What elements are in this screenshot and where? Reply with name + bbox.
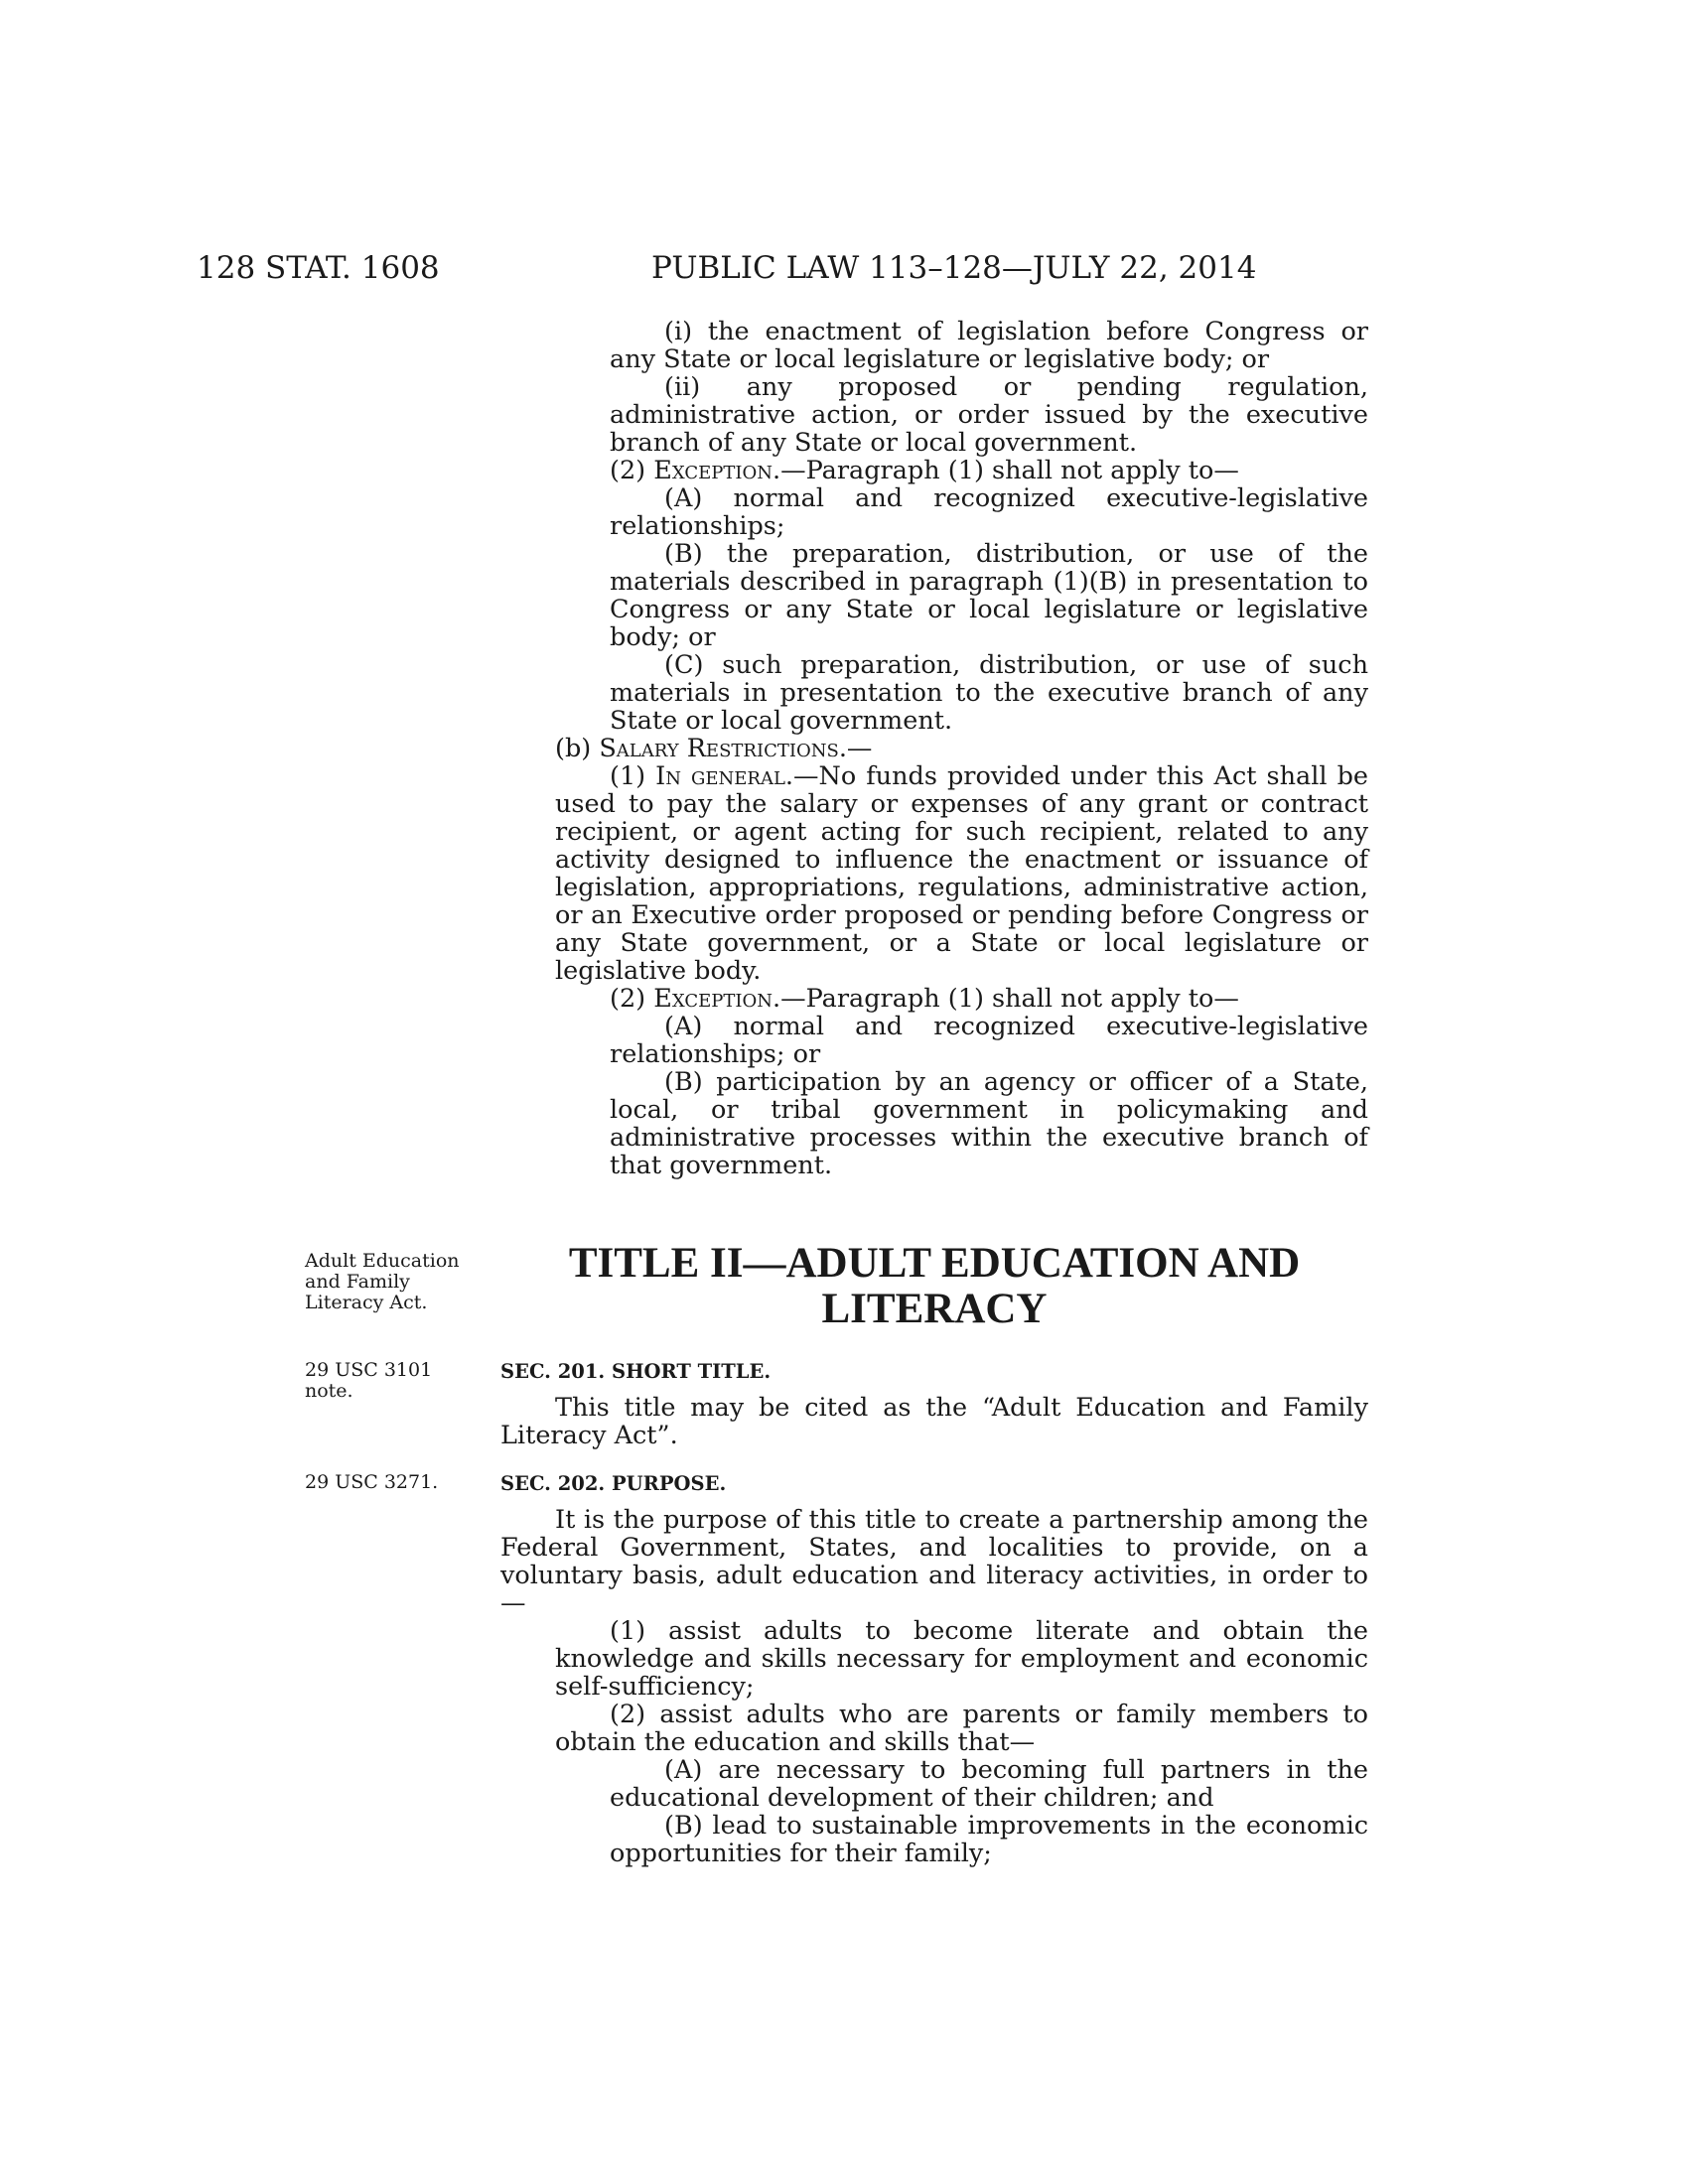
subparagraph-b: (B) the preparation, distribution, or use of the materials described in paragraph (1)(B) in presentation to Congress or any State or local legislature or legislative body; or bbox=[610, 539, 1368, 652]
subparagraph-c: (C) such preparation, distribution, or use of such materials in presentation to the executive branch of any State or local government. bbox=[610, 650, 1368, 736]
purpose-item-2: (2) assist adults who are parents or family members to obtain the education and skills that— bbox=[555, 1700, 1368, 1757]
title-line-1: TITLE II—ADULT EDUCATION AND bbox=[568, 1240, 1301, 1287]
lobbying-restrictions-block bbox=[500, 318, 1368, 1179]
section-201 bbox=[500, 1358, 1368, 1449]
public-law-header: PUBLIC LAW 113–128—JULY 22, 2014 bbox=[651, 250, 1257, 286]
margin-note-act-name: Adult Education and Family Literacy Act. bbox=[305, 1250, 460, 1313]
section-201-text: This title may be cited as the “Adult Education and Family Literacy Act”. bbox=[500, 1393, 1368, 1450]
paragraph-1-in-general: (1) In general.—No funds provided under this Act shall be used to pay the salary or expenses of any grant or contract recipient, or agent acting for such recipient, related to any activity designed to influence the enactment or issuance of legislation, appropriations, regulations, administrative action, or an Executive order proposed or pending before Congress or any State government, or a State or local legislature or legislative body. bbox=[555, 761, 1368, 986]
clause-ii: (ii) any proposed or pending regulation, administrative action, or order issued by the executive branch of any State or local government. bbox=[610, 372, 1368, 458]
subparagraph-b-b: (B) participation by an agency or officer of a State, local, or tribal government in policymaking and administrative processes within the executive branch of that government. bbox=[610, 1067, 1368, 1180]
purpose-item-2b: (B) lead to sustainable improvements in the economic opportunities for their family; bbox=[610, 1811, 1368, 1868]
subparagraph-a: (A) normal and recognized executive-legislative relationships; bbox=[610, 483, 1368, 541]
section-202-intro: It is the purpose of this title to create a partnership among the Federal Government, States, and localities to provide, on a voluntary basis, adult education and literacy activities, in order to— bbox=[500, 1505, 1368, 1618]
subsection-b-salary-restrictions: (b) Salary Restrictions.— bbox=[555, 734, 873, 763]
section-202 bbox=[500, 1470, 1368, 1867]
statute-page-number: 128 STAT. 1608 bbox=[197, 250, 440, 286]
purpose-item-1: (1) assist adults to become literate and obtain the knowledge and skills necessary for employment and economic self-sufficiency; bbox=[555, 1616, 1368, 1702]
margin-note-usc-3271: 29 USC 3271. bbox=[305, 1471, 439, 1493]
paragraph-2-exception-b: (2) Exception.—Paragraph (1) shall not apply to— bbox=[610, 984, 1239, 1014]
section-202-heading: SEC. 202. PURPOSE. bbox=[500, 1472, 727, 1495]
title-ii-heading bbox=[500, 1241, 1368, 1332]
margin-note-usc-3101: 29 USC 3101 note. bbox=[305, 1359, 433, 1402]
clause-i: (i) the enactment of legislation before Congress or any State or local legislature or legislative body; or bbox=[610, 317, 1368, 374]
subparagraph-a-b: (A) normal and recognized executive-legislative relationships; or bbox=[610, 1012, 1368, 1069]
purpose-item-2a: (A) are necessary to becoming full partners in the educational development of their children; and bbox=[610, 1755, 1368, 1813]
title-line-2: LITERACY bbox=[821, 1286, 1048, 1332]
section-201-heading: SEC. 201. SHORT TITLE. bbox=[500, 1360, 772, 1383]
paragraph-2-exception: (2) Exception.—Paragraph (1) shall not apply to— bbox=[610, 456, 1239, 485]
